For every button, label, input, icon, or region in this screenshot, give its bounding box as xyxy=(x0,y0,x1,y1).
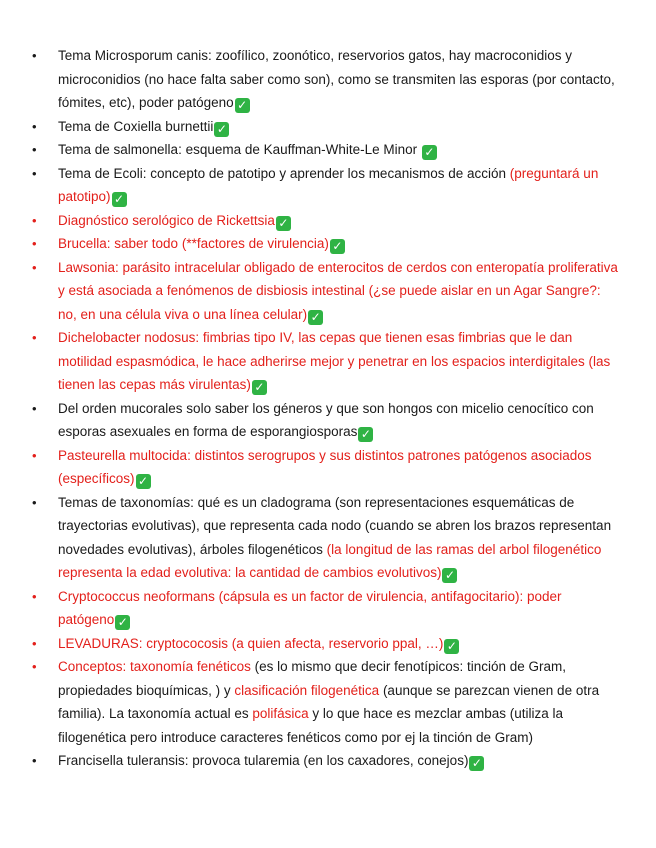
highlighted-text: Dichelobacter nodosus: fimbrias tipo IV, las cepas que tienen esas fimbrias que le dan motilidad espasmódica, le hace adherirse mejor y penetrar en los espacios interdigitales (las tienen las cepas más virulentas) xyxy=(58,330,611,392)
checkmark-icon: ✓ xyxy=(112,192,127,207)
item-text: (aunque se parezcan vienen de otra familia). La taxonomía actual es xyxy=(58,682,600,721)
list-item xyxy=(32,585,618,632)
checkmark-icon: ✓ xyxy=(469,756,484,771)
notes-list xyxy=(32,44,618,773)
checkmark-icon: ✓ xyxy=(115,615,130,630)
highlighted-text: Brucella: saber todo (**factores de virulencia) xyxy=(58,236,329,251)
list-item xyxy=(32,749,618,773)
checkmark-icon: ✓ xyxy=(444,639,459,654)
item-text: Tema de salmonella: esquema de Kauffman-White-Le Minor xyxy=(58,142,421,157)
highlighted-text: Lawsonia: parásito intracelular obligado de enterocitos de cerdos con enteropatía proliferativa y está asociada a fenómenos de disbiosis intestinal (¿se puede aislar en un Agar Sangre?: no, en una célula viva o una línea celular) xyxy=(58,259,618,322)
item-text: Tema Microsporum canis: zoofílico, zoonótico, reservorios gatos, hay macroconidios y microconidios (no hace falta saber como son), como se transmiten las esporas (por contacto, fómites, etc), poder patógeno xyxy=(58,48,615,110)
highlighted-text: LEVADURAS: cryptococosis (a quien afecta, reservorio ppal, …) xyxy=(58,635,444,651)
list-item xyxy=(32,491,618,585)
list-item xyxy=(32,209,618,233)
checkmark-icon: ✓ xyxy=(252,380,267,395)
checkmark-icon: ✓ xyxy=(276,216,291,231)
highlighted-text: Cryptococcus neoformans (cápsula es un factor de virulencia, antifagocitario): poder patógeno xyxy=(58,588,562,627)
item-text: y lo que hace es mezclar ambas (utiliza la filogenética pero introduce caracteres fenéticos como por ej la tinción de Gram) xyxy=(58,706,564,745)
checkmark-icon: ✓ xyxy=(422,145,437,160)
list-item xyxy=(32,44,618,115)
highlighted-text: clasificación filogenética xyxy=(234,682,380,698)
list-item xyxy=(32,256,618,327)
list-item xyxy=(32,162,618,209)
item-text: Tema de Ecoli: concepto de patotipo y aprender los mecanismos de acción xyxy=(58,165,510,181)
item-text: Tema de Coxiella burnettii xyxy=(58,118,214,134)
highlighted-text: Conceptos: taxonomía fenéticos xyxy=(58,659,255,674)
highlighted-text: Pasteurella multocida: distintos serogrupos y sus distintos patrones patógenos asociados (específicos) xyxy=(58,447,592,486)
checkmark-icon: ✓ xyxy=(308,310,323,325)
checkmark-icon: ✓ xyxy=(358,427,373,442)
checkmark-icon: ✓ xyxy=(235,98,250,113)
checkmark-icon: ✓ xyxy=(442,568,457,583)
item-text: Francisella tuleransis: provoca tularemia (en los caxadores, conejos) xyxy=(58,753,469,768)
list-item xyxy=(32,444,618,491)
item-text: Del orden mucorales solo saber los géneros y que son hongos con micelio cenocítico con esporas asexuales en forma de esporangiosporas xyxy=(58,400,594,439)
list-item xyxy=(32,326,618,397)
item-text: (es lo mismo que decir fenotípicos: tinción de Gram, propiedades bioquímicas, ) y xyxy=(58,659,567,698)
list-item xyxy=(32,655,618,749)
highlighted-text: (la longitud de las ramas del arbol filogenético representa la edad evolutiva: la cantidad de cambios evolutivos) xyxy=(58,541,602,580)
list-item xyxy=(32,632,618,656)
item-text: Temas de taxonomías: qué es un cladograma (son representaciones esquemáticas de trayectorias evolutivas), que representa cada nodo (cuando se abren los brazos representan novedades evolutivas), árboles filogenéticos xyxy=(58,494,612,557)
list-item xyxy=(32,138,618,162)
list-item xyxy=(32,232,618,256)
checkmark-icon: ✓ xyxy=(136,474,151,489)
list-item xyxy=(32,397,618,444)
list-item xyxy=(32,115,618,139)
highlighted-text: (preguntará un patotipo) xyxy=(58,165,599,204)
checkmark-icon: ✓ xyxy=(330,239,345,254)
highlighted-text: polifásica xyxy=(252,706,309,721)
highlighted-text: Diagnóstico serológico de Rickettsia xyxy=(58,212,275,228)
checkmark-icon: ✓ xyxy=(214,122,229,137)
